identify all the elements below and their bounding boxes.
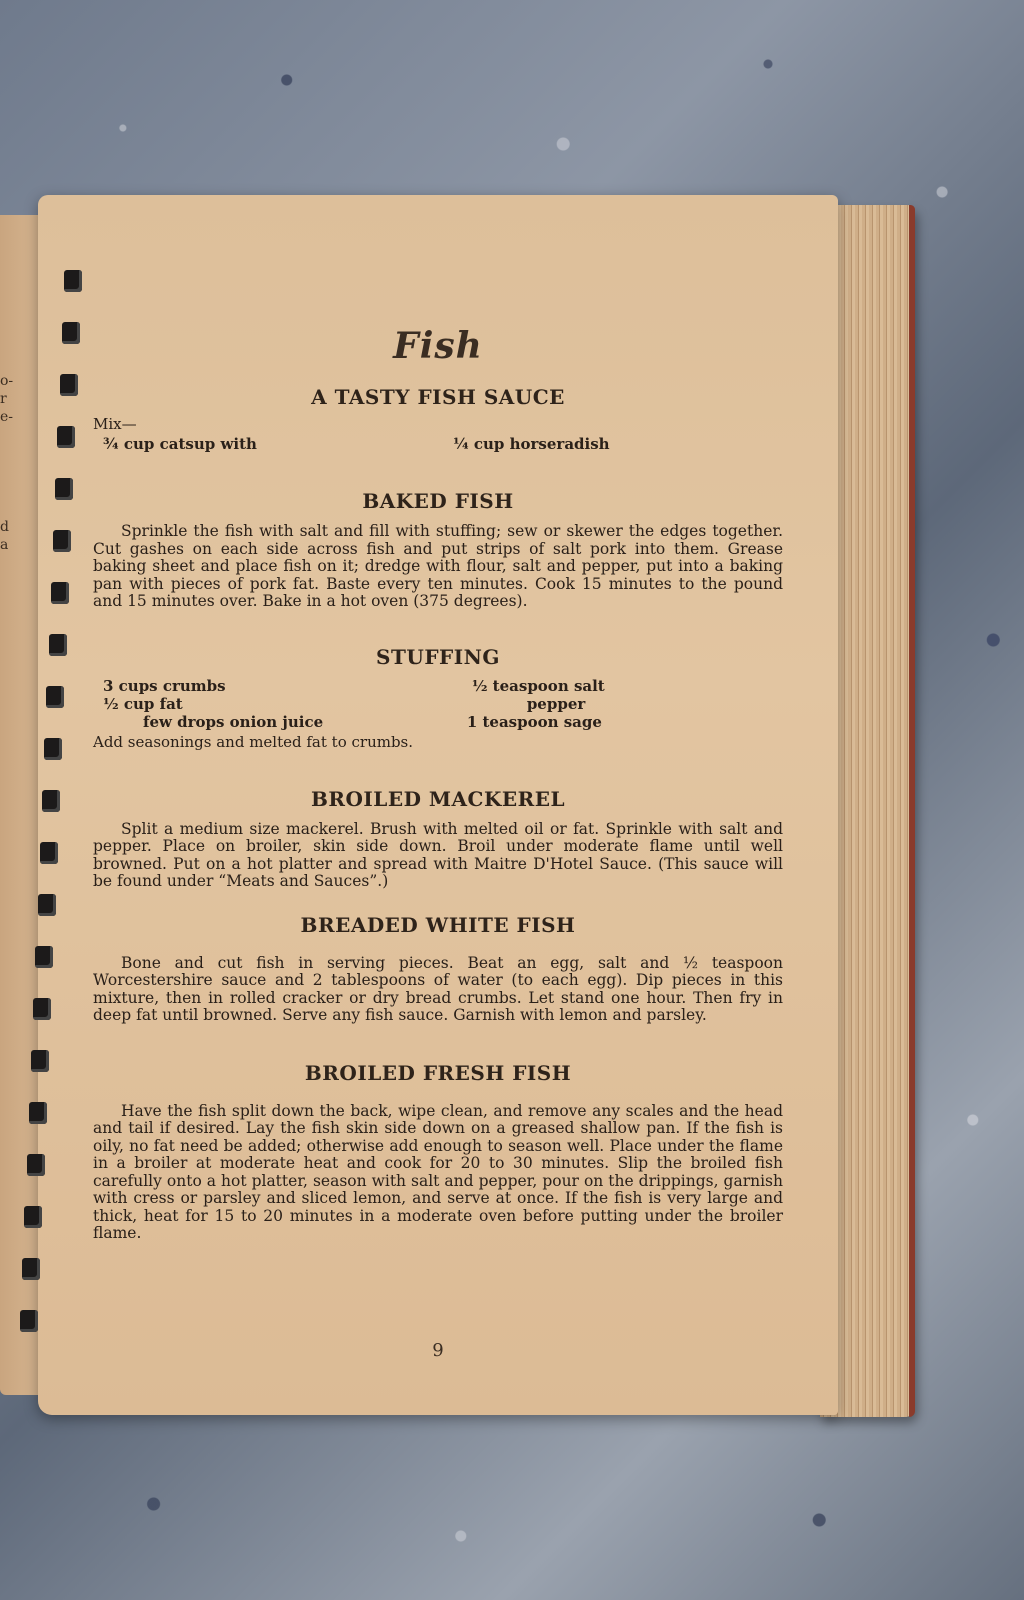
recipe-title: BROILED MACKEREL <box>310 786 566 811</box>
ingredient-column-right <box>452 677 783 731</box>
left-page-fragment: a <box>0 537 9 553</box>
ingredient-item: ½ cup fat <box>103 694 183 713</box>
binding-ring <box>62 322 80 344</box>
cookbook-page <box>38 195 838 1415</box>
recipe-tasty-fish-sauce <box>93 385 783 453</box>
binding-ring <box>35 946 53 968</box>
binding-ring <box>40 842 58 864</box>
binding-ring <box>55 478 73 500</box>
ingredient-columns <box>93 677 783 731</box>
recipe-baked-fish <box>93 489 783 611</box>
binding-ring <box>49 634 67 656</box>
recipe-broiled-mackerel <box>93 787 783 891</box>
binding-ring <box>51 582 69 604</box>
spiral-binding <box>0 270 90 1360</box>
binding-ring <box>38 894 56 916</box>
recipe-title: BAKED FISH <box>362 489 514 513</box>
ingredient-item: few drops onion juice <box>143 712 324 731</box>
ingredient-item: 1 teaspoon sage <box>466 712 602 731</box>
page-content <box>93 325 783 1243</box>
binding-ring <box>53 530 71 552</box>
binding-ring <box>57 426 75 448</box>
left-page-fragment: r <box>0 391 7 407</box>
binding-ring <box>64 270 82 292</box>
recipe-instructions: Split a medium size mackerel. Brush with melted oil or fat. Sprinkle with salt and pepper. Place on broiler, skin side down. Broil under moderate flame until well browned. Put on a hot platter and spread with Maitre D'Hotel Sauce. (This sauce will be found under “Meats and Sauces”.) <box>93 819 783 890</box>
binding-ring <box>31 1050 49 1072</box>
recipe-instructions: Have the fish split down the back, wipe clean, and remove any scales and the head and tail if desired. Lay the fish skin side down on a greased shallow pan. If the fish is oily, no fat need be added; otherwise add enough to season well. Place under the flame in a broiler at moderate heat and cook for 20 to 30 minutes. Slip the broiled fish carefully onto a hot platter, season with salt and pepper, pour on the drippings, garnish with cress or parsley and sliced lemon, and serve at once. If the fish is very large and thick, heat for 15 to 20 minutes in a moderate oven before putting under the broiler flame. <box>93 1101 783 1242</box>
binding-ring <box>44 738 62 760</box>
binding-ring <box>42 790 60 812</box>
ingredients <box>93 677 783 751</box>
recipe-instructions: Bone and cut fish in serving pieces. Beat an egg, salt and ½ teaspoon Worcestershire sauce and 2 tablespoons of water (to each egg). Dip pieces in this mixture, then in rolled cracker or dry bread crumbs. Let stand one hour. Then fry in deep fat until browned. Serve any fish sauce. Garnish with lemon and parsley. <box>93 953 783 1024</box>
recipe-title: BREADED WHITE FISH <box>300 912 576 937</box>
ingredients <box>93 415 783 453</box>
ingredient-item: 3 cups crumbs <box>103 676 226 695</box>
binding-ring <box>27 1154 45 1176</box>
recipe-broiled-fresh-fish <box>93 1061 783 1243</box>
binding-ring <box>46 686 64 708</box>
mix-label: Mix— <box>93 415 137 433</box>
recipe-instructions: Sprinkle the fish with salt and fill with stuffing; sew or skewer the edges together. Cut gashes on each side across fish and put strips of salt pork into them. Grease baking sheet and place fish on it; dredge with flour, salt and pepper, put into a baking pan with pieces of pork fat. Baste every ten minutes. Cook 15 minutes to the pound and 15 minutes over. Bake in a hot oven (375 degrees). <box>93 522 783 610</box>
recipe-breaded-white-fish <box>93 913 783 1025</box>
left-page-fragment: o- <box>0 373 14 389</box>
recipe-title: BROILED FRESH FISH <box>304 1060 572 1085</box>
ingredient-column-left <box>93 677 424 731</box>
recipe-stuffing <box>93 645 783 751</box>
stuffing-note: Add seasonings and melted fat to crumbs. <box>93 732 414 751</box>
binding-ring <box>60 374 78 396</box>
binding-ring <box>33 998 51 1020</box>
ingredient-item: pepper <box>526 694 586 713</box>
binding-ring <box>20 1310 38 1332</box>
binding-ring <box>22 1258 40 1280</box>
page-number: 9 <box>432 1340 444 1361</box>
left-page-fragment: d <box>0 519 9 535</box>
chapter-title: Fish <box>393 325 483 367</box>
left-page-fragment: e- <box>0 409 14 425</box>
recipe-title: A TASTY FISH SAUCE <box>311 385 565 409</box>
ingredient-item: ¼ cup horseradish <box>453 435 610 453</box>
ingredient-item: ¾ cup catsup with <box>103 435 257 453</box>
binding-ring <box>24 1206 42 1228</box>
ingredient-columns <box>93 435 783 453</box>
ingredient-item: ½ teaspoon salt <box>471 676 605 695</box>
binding-ring <box>29 1102 47 1124</box>
recipe-title: STUFFING <box>376 644 500 669</box>
